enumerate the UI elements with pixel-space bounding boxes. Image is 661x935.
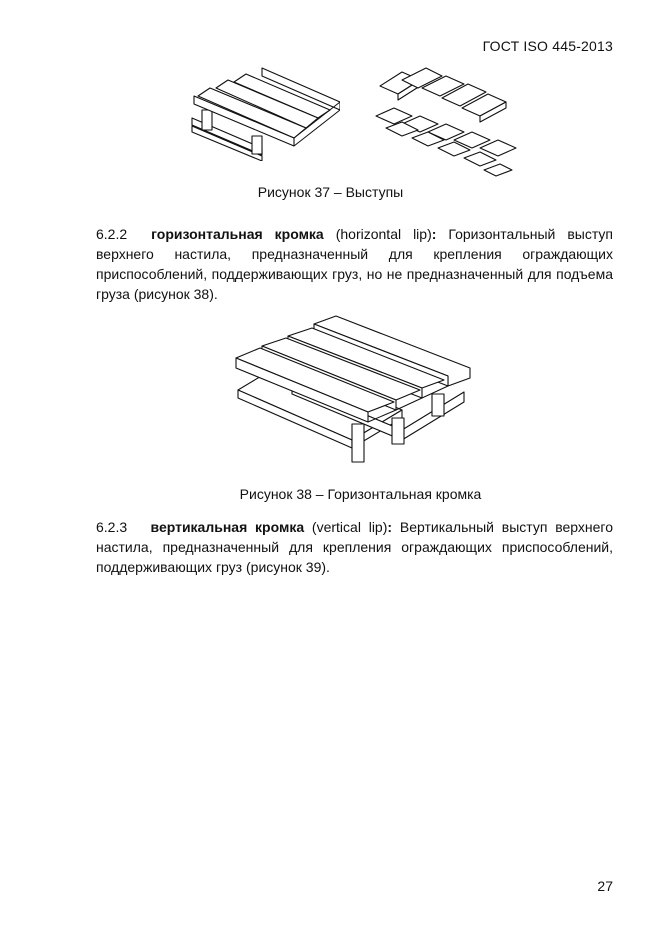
figure-37-pallet-left	[190, 66, 340, 161]
definition: Горизонтальный выступ верхнего настила, предназначенный для крепления ограждающих приспособлений, поддерживающих груз, но не предназначенный для подъема груза (рисунок 38).	[96, 226, 613, 302]
term: горизонтальная кромка	[151, 226, 324, 242]
term-colon: :	[431, 226, 437, 242]
term-colon: :	[387, 519, 393, 535]
term: вертикальная кромка	[150, 519, 305, 535]
section-6-2-3	[96, 517, 613, 577]
section-number: 6.2.3	[96, 519, 128, 535]
term-english: (vertical lip)	[311, 519, 388, 535]
standard-code: ГОСТ ISO 445-2013	[482, 38, 613, 54]
section-6-2-2	[96, 224, 613, 304]
term-english: (horizontal lip)	[335, 226, 432, 242]
section-number: 6.2.2	[96, 226, 128, 242]
page-number: 27	[597, 878, 613, 894]
figure-38-horizontal-lip-pallet	[232, 312, 477, 464]
figure-37-pallet-right	[372, 66, 517, 186]
figure-38-caption: Рисунок 38 – Горизонтальная кромка	[239, 486, 482, 502]
figure-37-caption: Рисунок 37 – Выступы	[257, 184, 404, 200]
definition: Вертикальный выступ верхнего настила, предназначенный для крепления ограждающих приспособлений, поддерживающих груз (рисунок 39).	[96, 519, 614, 575]
